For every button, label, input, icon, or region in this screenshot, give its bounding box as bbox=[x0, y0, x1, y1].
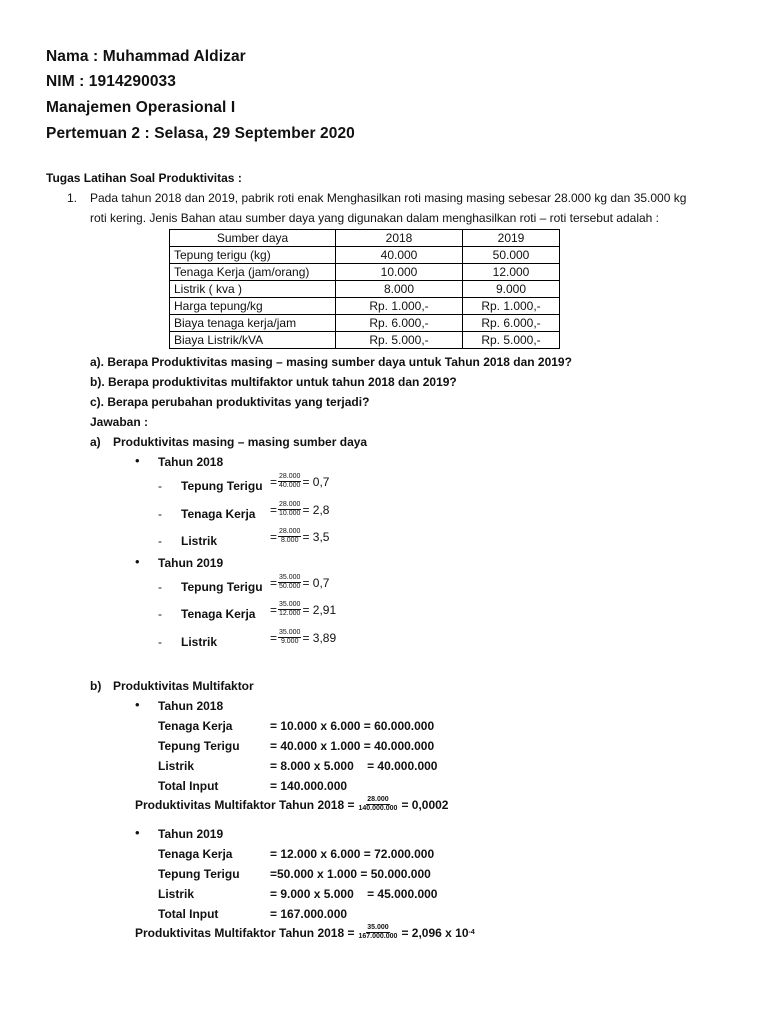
table-cell: Tepung terigu (kg) bbox=[170, 247, 336, 264]
table-row bbox=[170, 298, 560, 315]
year-2018-title: Tahun 2018 bbox=[158, 455, 224, 469]
dash-icon: - bbox=[158, 635, 162, 649]
table-cell: Rp. 6.000,- bbox=[463, 315, 560, 332]
fraction-numerator: 28.000 bbox=[279, 501, 301, 508]
course-title: Manajemen Operasional I bbox=[46, 99, 236, 116]
table-row bbox=[170, 332, 560, 349]
input-calc: = 8.000 x 5.000 = 40.000.000 bbox=[270, 759, 438, 773]
question-b: b). Berapa produktivitas multifaktor untuk tahun 2018 dan 2019? bbox=[90, 375, 457, 389]
task-title: Tugas Latihan Soal Produktivitas : bbox=[46, 171, 242, 185]
fraction-numerator: 35.000 bbox=[279, 574, 301, 581]
fraction-denominator: 167.000.000 bbox=[358, 933, 398, 940]
fraction-numerator: 28.000 bbox=[367, 796, 389, 803]
fraction-denominator: 9.000 bbox=[280, 638, 299, 645]
item-name: Tenaga Kerja bbox=[181, 507, 256, 521]
input-label: Listrik bbox=[158, 887, 195, 901]
task-paragraph-line2: roti kering. Jenis Bahan atau sumber daya yang digunakan dalam menghasilkan roti – roti tersebut adalah : bbox=[90, 211, 660, 225]
table-cell: Rp. 1.000,- bbox=[463, 298, 560, 315]
dash-icon: - bbox=[158, 534, 162, 548]
fraction-denominator: 40.000 bbox=[279, 482, 301, 489]
task-paragraph-line1: Pada tahun 2018 dan 2019, pabrik roti enak Menghasilkan roti masing masing sebesar 28.000 kg dan 35.000 kg bbox=[90, 191, 687, 205]
question-c: c). Berapa perubahan produktivitas yang terjadi? bbox=[90, 395, 370, 409]
multifactor-formula-2018 bbox=[135, 796, 448, 813]
fraction-denominator: 12.000 bbox=[279, 610, 301, 617]
ratio-result: = 3,89 bbox=[302, 630, 337, 645]
answer-a-title: Produktivitas masing – masing sumber daya bbox=[113, 435, 368, 449]
bullet-icon: • bbox=[135, 825, 140, 840]
ratio-result: = 0,7 bbox=[302, 474, 330, 489]
dash-icon: - bbox=[158, 580, 162, 594]
table-cell: Biaya tenaga kerja/jam bbox=[170, 315, 336, 332]
ratio-result: = 2,8 bbox=[302, 502, 330, 517]
table-cell: Rp. 6.000,- bbox=[336, 315, 463, 332]
input-calc: = 140.000.000 bbox=[270, 779, 348, 793]
bullet-icon: • bbox=[135, 554, 140, 569]
table-header-cell: 2018 bbox=[336, 230, 463, 247]
answer-a-label: a) bbox=[90, 435, 101, 449]
table-cell: 12.000 bbox=[463, 264, 560, 281]
table-cell: Rp. 5.000,- bbox=[336, 332, 463, 349]
formula-result: = 2,096 x 10 bbox=[401, 925, 469, 940]
task-number: 1. bbox=[67, 191, 78, 205]
table-cell: Biaya Listrik/kVA bbox=[170, 332, 336, 349]
input-calc: = 12.000 x 6.000 = 72.000.000 bbox=[270, 847, 435, 861]
table-cell: Harga tepung/kg bbox=[170, 298, 336, 315]
table-row bbox=[170, 247, 560, 264]
year-2019-title: Tahun 2019 bbox=[158, 556, 224, 570]
table-cell: 8.000 bbox=[336, 281, 463, 298]
input-label: Tepung Terigu bbox=[158, 867, 240, 881]
input-calc: = 167.000.000 bbox=[270, 907, 348, 921]
table-row bbox=[170, 281, 560, 298]
ratio-result: = 0,7 bbox=[302, 575, 330, 590]
bullet-icon: • bbox=[135, 453, 140, 468]
ratio-result: = 2,91 bbox=[302, 602, 337, 617]
answer-b-label: b) bbox=[90, 679, 102, 693]
input-calc: =50.000 x 1.000 = 50.000.000 bbox=[270, 867, 431, 881]
input-calc: = 9.000 x 5.000 = 45.000.000 bbox=[270, 887, 438, 901]
input-label: Total Input bbox=[158, 779, 219, 793]
year-2019-title: Tahun 2019 bbox=[158, 827, 224, 841]
dash-icon: - bbox=[158, 479, 162, 493]
ratio-formula: = $\frac{28.000}{10.000}$ = 2,8 bbox=[270, 501, 330, 517]
ratio-formula: = $\frac{28.000}{8.000}$ = 3,5 bbox=[270, 528, 330, 544]
fraction-numerator: 28.000 bbox=[279, 473, 301, 480]
ratio-formula: = $\frac{35.000}{12.000}$ = 2,91 bbox=[270, 601, 337, 617]
table-row bbox=[170, 315, 560, 332]
item-name: Tepung Terigu bbox=[181, 479, 263, 493]
ratio-formula: = $\frac{35.000}{50.000}$ = 0,7 bbox=[270, 574, 330, 590]
formula-exponent: -4 bbox=[468, 929, 475, 936]
fraction-denominator: 50.000 bbox=[279, 583, 301, 590]
table-header-cell: 2019 bbox=[463, 230, 560, 247]
formula-label: Produktivitas Multifaktor Tahun 2018 = bbox=[135, 925, 355, 940]
resource-table bbox=[169, 229, 560, 349]
input-label: Total Input bbox=[158, 907, 219, 921]
table-cell: 10.000 bbox=[336, 264, 463, 281]
fraction-numerator: 28.000 bbox=[279, 528, 301, 535]
table-cell: Rp. 1.000,- bbox=[336, 298, 463, 315]
input-label: Tenaga Kerja bbox=[158, 847, 233, 861]
item-name: Listrik bbox=[181, 635, 218, 649]
table-cell: Listrik ( kva ) bbox=[170, 281, 336, 298]
input-label: Listrik bbox=[158, 759, 195, 773]
table-cell: 9.000 bbox=[463, 281, 560, 298]
table-header-row bbox=[170, 230, 560, 247]
table-cell: Tenaga Kerja (jam/orang) bbox=[170, 264, 336, 281]
fraction-numerator: 35.000 bbox=[279, 601, 301, 608]
ratio-formula: = $\frac{35.000}{9.000}$ = 3,89 bbox=[270, 629, 337, 645]
fraction-numerator: 35.000 bbox=[279, 629, 301, 636]
ratio-result: = 3,5 bbox=[302, 529, 330, 544]
dash-icon: - bbox=[158, 507, 162, 521]
input-calc: = 10.000 x 6.000 = 60.000.000 bbox=[270, 719, 435, 733]
fraction-denominator: 10.000 bbox=[279, 510, 301, 517]
bullet-icon: • bbox=[135, 697, 140, 712]
dash-icon: - bbox=[158, 607, 162, 621]
table-cell: Rp. 5.000,- bbox=[463, 332, 560, 349]
input-label: Tepung Terigu bbox=[158, 739, 240, 753]
student-nim: NIM : 1914290033 bbox=[46, 73, 176, 90]
answer-b-title: Produktivitas Multifaktor bbox=[113, 679, 254, 693]
item-name: Listrik bbox=[181, 534, 218, 548]
item-name: Tenaga Kerja bbox=[181, 607, 256, 621]
question-a: a). Berapa Produktivitas masing – masing sumber daya untuk Tahun 2018 dan 2019? bbox=[90, 355, 572, 369]
fraction-denominator: 140.000.000 bbox=[358, 805, 398, 812]
formula-result: = 0,0002 bbox=[401, 797, 449, 812]
item-name: Tepung Terigu bbox=[181, 580, 263, 594]
table-row bbox=[170, 264, 560, 281]
table-cell: 50.000 bbox=[463, 247, 560, 264]
answer-heading: Jawaban : bbox=[90, 415, 149, 429]
year-2018-title: Tahun 2018 bbox=[158, 699, 224, 713]
formula-label: Produktivitas Multifaktor Tahun 2018 = bbox=[135, 797, 355, 812]
input-label: Tenaga Kerja bbox=[158, 719, 233, 733]
table-cell: 40.000 bbox=[336, 247, 463, 264]
meeting-info: Pertemuan 2 : Selasa, 29 September 2020 bbox=[46, 125, 355, 142]
input-calc: = 40.000 x 1.000 = 40.000.000 bbox=[270, 739, 435, 753]
table-header-cell: Sumber daya bbox=[170, 230, 336, 247]
ratio-formula: = $\frac{28.000}{40.000}$ = 0,7 bbox=[270, 473, 330, 489]
multifactor-formula-2019 bbox=[135, 924, 475, 941]
fraction-numerator: 35.000 bbox=[367, 924, 389, 931]
fraction-denominator: 8.000 bbox=[280, 537, 299, 544]
student-name: Nama : Muhammad Aldizar bbox=[46, 48, 246, 65]
